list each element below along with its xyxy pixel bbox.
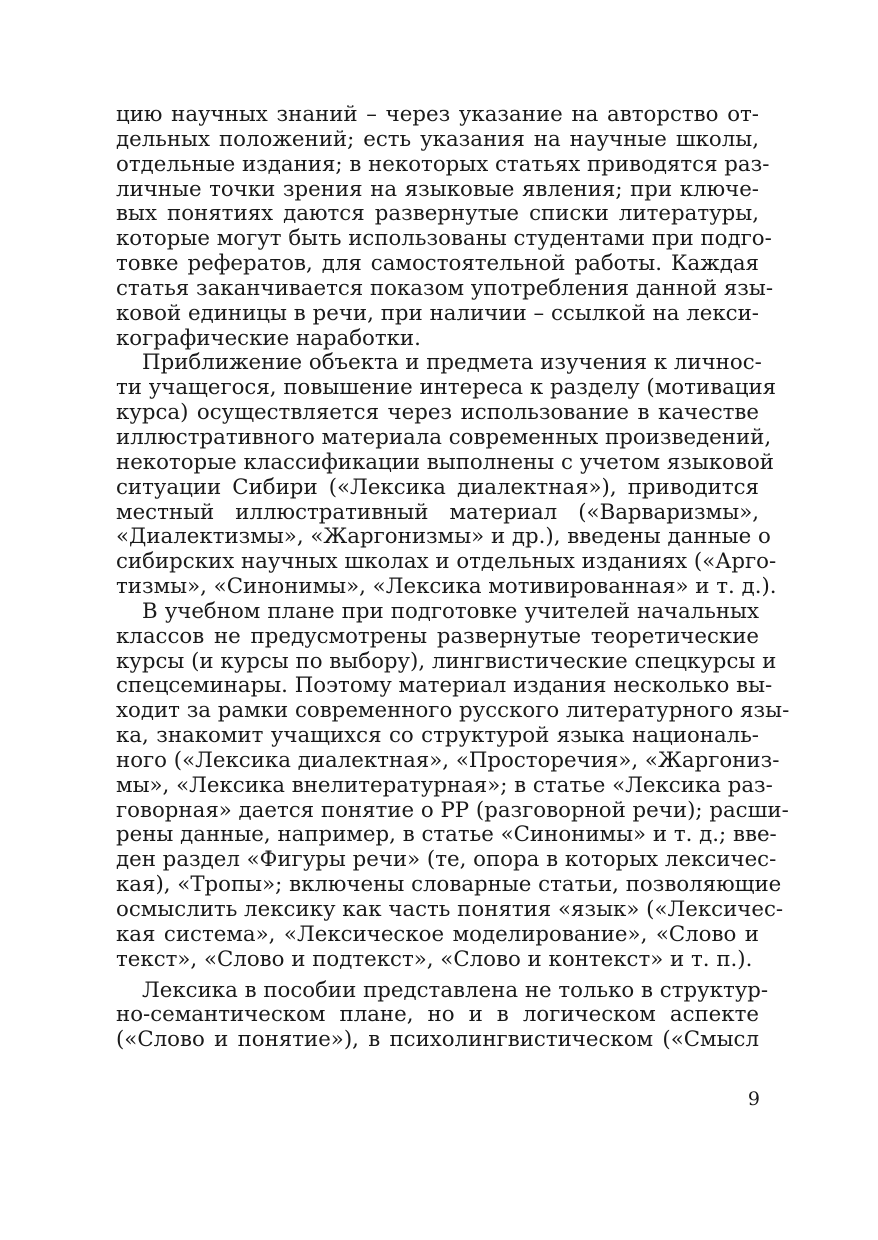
text-line: мы», «Лексика внелитературная»; в статье «Лексика раз- (116, 772, 773, 798)
text-line: Лексика в пособии представлена не только в структур- (142, 977, 769, 1003)
text-line: личные точки зрения на языковые явления; при ключе- (116, 176, 759, 202)
text-line: ковой единицы в речи, при наличии – ссылкой на лекси- (116, 300, 759, 326)
text-line: отдельные издания; в некоторых статьях приводятся раз- (116, 151, 770, 177)
text-line: курса) осуществляется через использование в качестве (116, 400, 759, 426)
text-line: «Диалектизмы», «Жаргонизмы» и др.), введены данные о (116, 524, 771, 550)
text-line: товке рефератов, для самостоятельной работы. Каждая (116, 251, 759, 277)
text-line: («Слово и понятие»), в психолингвистическом («Смысл (116, 1027, 759, 1053)
text-line: дельных положений; есть указания на научные школы, (116, 126, 759, 152)
text-line: вых понятиях даются развернутые списки литературы, (116, 201, 759, 227)
text-line: спецсеминары. Поэтому материал издания несколько вы- (116, 673, 773, 699)
text-line: сибирских научных школах и отдельных изданиях («Арго- (116, 549, 777, 575)
text-line: ходит за рамки современного русского литературного язы- (116, 698, 790, 724)
text-line: говорная» дается понятие о РР (разговорной речи); расши- (116, 797, 789, 823)
text-line: ден раздел «Фигуры речи» (те, опора в которых лексичес- (116, 847, 777, 873)
text-line: цию научных знаний – через указание на авторство от- (116, 102, 759, 127)
body-text (116, 102, 790, 1053)
text-line: Приближение объекта и предмета изучения к личнос- (142, 350, 762, 376)
text-line: ти учащегося, повышение интереса к разделу (мотивация (116, 375, 777, 401)
text-line: осмыслить лексику как часть понятия «язык» («Лексичес- (116, 897, 784, 922)
text-line: но-семантическом плане, но и в логическом аспекте (116, 1002, 759, 1028)
text-line: ситуации Сибири («Лексика диалектная»), приводится (116, 474, 759, 500)
text-line: кая система», «Лексическое моделирование», «Слово и (116, 921, 759, 947)
text-line: ка, знакомит учащихся со структурой языка националь- (116, 723, 759, 749)
text-line: классов не предусмотрены развернутые теоретические (116, 623, 759, 649)
paragraph-3 (116, 598, 790, 973)
text-line: текст», «Слово и подтекст», «Слово и контекст» и т. п.). (116, 946, 753, 972)
text-line: кая), «Тропы»; включены словарные статьи, позволяющие (116, 872, 782, 898)
paragraph-4 (116, 977, 769, 1054)
text-line: которые могут быть использованы студентами при подго- (116, 226, 772, 252)
text-line: местный иллюстративный материал («Варваризмы», (116, 499, 759, 525)
text-line: кографические наработки. (116, 325, 421, 351)
text-line: тизмы», «Синонимы», «Лексика мотивированная» и т. д.). (116, 574, 777, 600)
text-line: В учебном плане при подготовке учителей начальных (142, 598, 759, 624)
text-line: курсы (и курсы по выбору), лингвистические спецкурсы и (116, 648, 777, 674)
paragraph-2 (116, 350, 777, 600)
text-line: ного («Лексика диалектная», «Просторечия», «Жаргониз- (116, 747, 780, 773)
text-line: иллюстративного материала современных произведений, (116, 424, 772, 450)
paragraph-1 (116, 102, 774, 351)
text-line: некоторые классификации выполнены с учетом языковой (116, 449, 774, 475)
text-line: статья заканчивается показом употребления данной язы- (116, 275, 774, 301)
page-number: 9 (747, 1088, 760, 1110)
text-line: рены данные, например, в статье «Синонимы» и т. д.; вве- (116, 822, 777, 848)
